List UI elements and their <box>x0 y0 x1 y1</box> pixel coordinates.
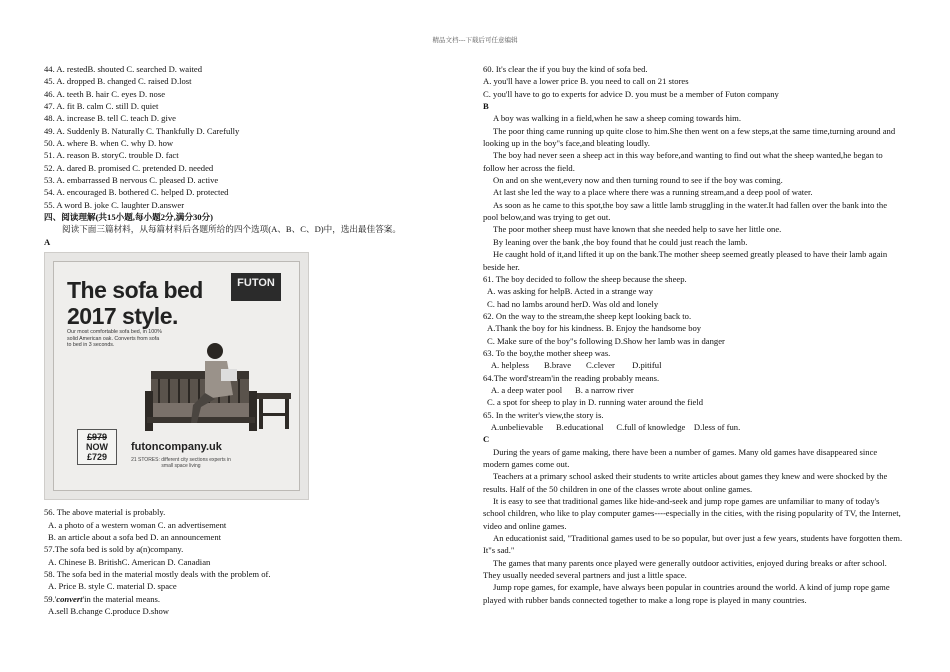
ad-title-line-2: 2017 style. <box>67 303 178 330</box>
sofa-photo <box>145 333 295 443</box>
left-column <box>44 63 444 617</box>
question-45: 45. A. dropped B. changed C. raised D.lost <box>44 76 192 87</box>
question-56-options-1: A. a photo of a western woman C. an advertisement <box>48 519 227 530</box>
question-63: 63. To the boy,the mother sheep was. <box>483 347 611 358</box>
question-65-options: A.unbelievable B.educational C.full of knowledge D.less of fun. <box>487 421 741 432</box>
passage-c-label: C <box>483 434 490 445</box>
question-50: 50. A. where B. when C. why D. how <box>44 138 174 149</box>
futon-logo-text: FUTON <box>237 277 275 290</box>
right-column <box>483 63 903 606</box>
question-49: 49. A. Suddenly B. Naturally C. Thankfully D. Carefully <box>44 125 240 136</box>
question-59-options: A.sell B.change C.produce D.show <box>48 605 170 616</box>
question-59-suffix: 'in the material means. <box>82 593 160 604</box>
question-61-options-2: C. had no lambs around herD. Was old and lonely <box>487 298 659 309</box>
question-58-options: A. Price B. style C. material D. space <box>48 581 177 592</box>
question-56-options-2: B. an article about a sofa bed D. an announcement <box>48 531 222 542</box>
question-64-options-2: C. a spot for sheep to play in D. running water around the field <box>487 397 703 408</box>
question-62-options-1: A.Thank the boy for his kindness. B. Enjoy the handsome boy <box>487 323 702 334</box>
question-60-options-2: C. you'll have to go to experts for advice D. you must be a member of Futon company <box>483 88 779 99</box>
passage-c-paragraph: During the years of game making, there have been a number of games. Many old games have disappeared since modern games come out. <box>483 446 878 469</box>
price-tag <box>77 429 117 465</box>
question-51: 51. A. reason B. storyC. trouble D. fact <box>44 150 179 161</box>
side-table-shelf <box>259 413 289 416</box>
question-56: 56. The above material is probably. <box>44 507 166 518</box>
futon-logo <box>231 273 281 301</box>
question-59 <box>44 593 444 605</box>
passage-b-paragraph: A boy was walking in a field,when he saw a sheep coming towards him. <box>493 113 741 124</box>
passage-b-paragraph: At last she led the way to a place where there was a running stream,and a deep pool of water. <box>493 187 813 198</box>
section-4-title: 四、阅读理解(共15小题,每小题2分,满分30分) <box>44 212 214 223</box>
question-48: 48. A. increase B. tell C. teach D. give <box>44 113 176 124</box>
question-63-options: A. helpless B.brave C.clever D.pitiful <box>487 360 662 371</box>
passage-b-paragraph: As soon as he came to this spot,the boy saw a little lamb struggling in the water.It had fallen over the bank into the pool below,and was trying to get out. <box>483 199 888 223</box>
question-53: 53. A. embarrassed B nervous C. pleased D. active <box>44 175 219 186</box>
question-55: 55. A word B. joke C. laughter D.answer <box>44 199 185 210</box>
question-46: 46. A. teeth B. hair C. eyes D. nose <box>44 88 166 99</box>
question-54: 54. A. encouraged B. bothered C. helped D. protected <box>44 187 229 198</box>
passage-b-paragraph: The poor mother sheep must have known that she needed help to save her little one. <box>493 224 782 235</box>
question-44: 44. A. restedB. shouted C. searched D. waited <box>44 64 202 74</box>
question-58: 58. The sofa bed in the material mostly deals with the problem of. <box>44 568 271 579</box>
passage-b-paragraph: On and on she went,every now and then turning round to see if the boy was coming. <box>493 175 783 186</box>
question-59-word: convert <box>56 593 83 604</box>
sofa-base <box>147 417 255 423</box>
question-57: 57.The sofa bed is sold by a(n)company. <box>44 544 184 555</box>
passage-c-paragraph: Jump rope games, for example, have always been popular in countries around the world. A kind of jump rope game played with rubber bands connected together to make a long rope is played in many countries. <box>483 582 890 605</box>
new-price: £729 <box>86 452 108 463</box>
sofa-bed-advertisement <box>44 252 309 500</box>
passage-a-label: A <box>44 236 51 247</box>
passage-b-label: B <box>483 101 489 112</box>
passage-b-paragraph: The boy had never seen a sheep act in this way before,and wanting to find out what the sheep wanted,he began to follow her across the field. <box>483 150 883 173</box>
question-57-options: A. Chinese B. BritishC. American D. Canadian <box>48 556 211 567</box>
question-59-prefix: 59.' <box>44 593 57 604</box>
passage-b-paragraph: He caught hold of it,and lifted it up on the bank.The mother sheep seemed greatly pleased to have their lamb again beside her. <box>483 249 888 272</box>
ad-copy: Our most comfortable sofa bed, in 100% solid American oak. Converts from sofa to bed in 3 seconds. <box>67 329 162 349</box>
question-60-options-1: A. you'll have a lower price B. you need to call on 21 stores <box>483 76 689 87</box>
passage-c-paragraph: The games that many parents once played were generally outdoor activities, enjoyed during breaks or after school. They usually needed several partners and just a little space. <box>483 557 887 581</box>
person-head <box>207 343 223 359</box>
question-62-options-2: C. Make sure of the boy"s following D.Show her lamb was in danger <box>487 335 725 346</box>
ad-title <box>67 277 203 329</box>
passage-c-paragraph: It is easy to see that traditional games like hide-and-seek and jump rope games are unfamiliar to many of today's school children, who like to play computer games----especially in the cities, with the rising popularity of TV, the Internet, video and online games. <box>483 496 901 531</box>
person-book <box>221 369 237 381</box>
question-47: 47. A. fit B. calm C. still D. quiet <box>44 101 159 112</box>
question-52: 52. A. dared B. promised C. pretended D. needed <box>44 162 214 173</box>
question-61-options-1: A. was asking for helpB. Acted in a strange way <box>487 286 653 297</box>
question-62: 62. On the way to the stream,the sheep kept looking back to. <box>483 310 692 321</box>
ad-url: futoncompany.uk <box>131 441 222 454</box>
passage-b-paragraph: By leaning over the bank ,the boy found that he could just reach the lamb. <box>493 236 748 247</box>
passage-c-paragraph: An educationist said, "Traditional games used to be so popular, but over just a few years, students have forgotten them. It"s sad." <box>483 533 903 556</box>
question-64-options-1: A. a deep water pool B. a narrow river <box>487 384 634 395</box>
section-4-instruction: 阅读下面三篇材料，从每篇材料后各题所给的四个选项(A、B、C、D)中，选出最佳答案。 <box>62 224 401 235</box>
ad-title-line-1: The sofa bed <box>67 277 203 304</box>
question-60: 60. It's clear the if you buy the kind of sofa bed. <box>483 64 648 74</box>
now-label: NOW <box>86 442 108 453</box>
passage-b-paragraph: The poor thing came running up quite close to him.She then went on a few steps,at the same time,turning around and looking up in the boy"s face,and bleating loudly. <box>483 125 896 149</box>
ad-stores: 21 STORES: different city sections experts in small space living <box>131 457 231 470</box>
page-header: 精品文档---下载后可任意编辑 <box>432 36 518 44</box>
question-64: 64.The word'stream'in the reading probably means. <box>483 372 660 383</box>
question-65: 65. In the writer's view,the story is. <box>483 409 604 420</box>
sofa-arm-right <box>249 391 257 431</box>
sofa-arm-left <box>145 391 153 431</box>
passage-c-paragraph: Teachers at a primary school asked their students to write articles about games they knew and were shocked by the results. Half of the 50 children in one of the classes wrote about online games. <box>483 471 888 494</box>
old-price: £979 <box>86 432 108 443</box>
question-61: 61. The boy decided to follow the sheep because the sheep. <box>483 273 687 284</box>
side-table-top <box>257 393 291 399</box>
